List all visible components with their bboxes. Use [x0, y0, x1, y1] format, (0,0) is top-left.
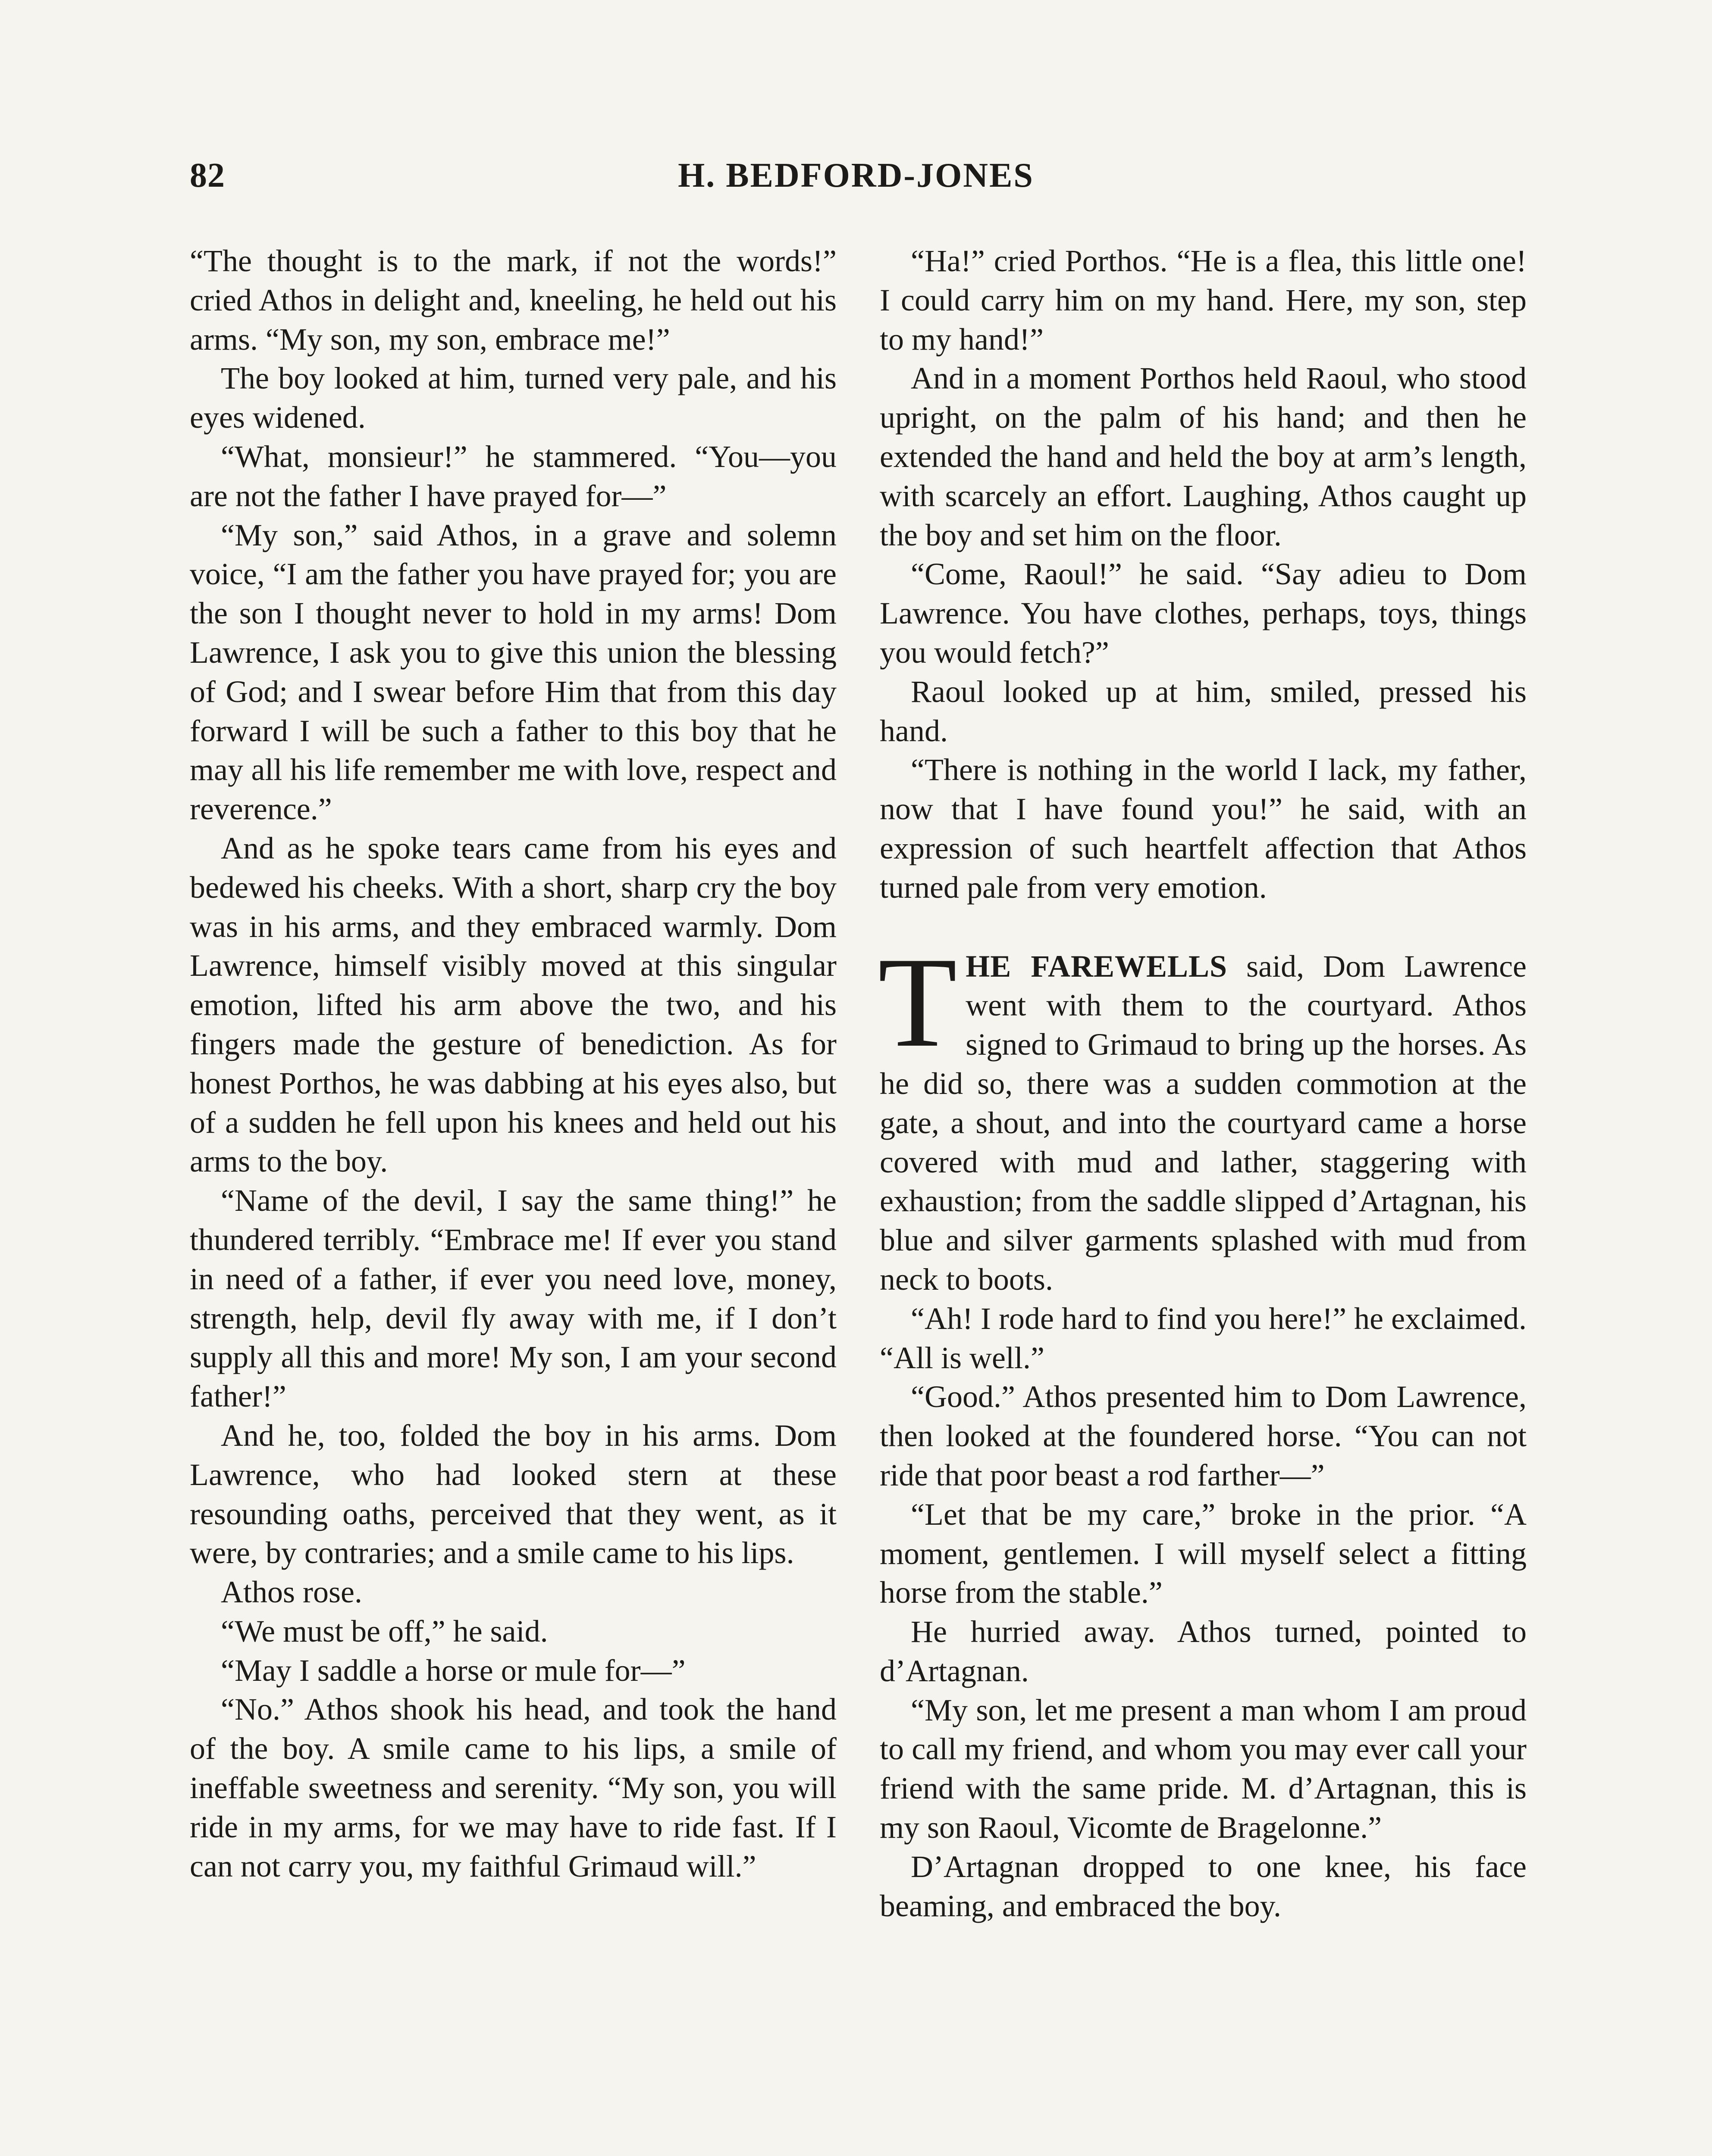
paragraph: “Ha!” cried Porthos. “He is a flea, this little one! I could carry him on my hand. Here, my son, step to my hand!”	[880, 244, 1527, 357]
section-lead-text: said, Dom Lawrence went with them to the courtyard. Athos signed to Grimaud to bring up the horses. As he did so, there was a sudden commotion at the gate, a shout, and into the courtyard came a horse covered with mud and lather, staggering with exhaustion; from the saddle slipped d’Artagnan, his blue and silver garments splashed with mud from neck to boots.	[880, 949, 1527, 1297]
paragraph: “Come, Raoul!” he said. “Say adieu to Dom Lawrence. You have clothes, perhaps, toys, things you would fetch?”	[880, 557, 1527, 670]
section-lead-caps: HE FAREWELLS	[966, 949, 1228, 984]
paragraph: Athos rose.	[221, 1575, 362, 1610]
paragraph: “There is nothing in the world I lack, my father, now that I have found you!” he said, with an expression of such heartfelt affection that Athos turned pale from very emotion.	[880, 752, 1527, 905]
paragraph: “My son, let me present a man whom I am proud to call my friend, and whom you may ever call your friend with the same pride. M. d’Artagnan, this is my son Raoul, Vicomte de Bragelonne.”	[880, 1692, 1527, 1845]
paragraph: He hurried away. Athos turned, pointed to d’Artagnan.	[880, 1614, 1527, 1688]
section-lead-paragraph	[878, 930, 1527, 1299]
page-number: 82	[190, 157, 225, 194]
paragraph: The boy looked at him, turned very pale, and his eyes widened.	[190, 361, 837, 435]
paragraph: D’Artagnan dropped to one knee, his face beaming, and embraced the boy.	[880, 1849, 1527, 1923]
paragraph: And as he spoke tears came from his eyes and bedewed his cheeks. With a short, sharp cry the boy was in his arms, and they embraced warmly. Dom Lawrence, himself visibly moved at this singular emotion, lifted his arm above the two, and his fingers made the gesture of benediction. As for honest Porthos, he was dabbing at his eyes also, but of a sudden he fell upon his knees and held out his arms to the boy.	[190, 830, 837, 1179]
paragraph: “Ah! I rode hard to find you here!” he exclaimed. “All is well.”	[880, 1301, 1527, 1375]
paragraph: And in a moment Porthos held Raoul, who stood upright, on the palm of his hand; and then he extended the hand and held the boy at arm’s length, with scarcely an effort. Laughing, Athos caught up the boy and set him on the floor.	[880, 361, 1527, 552]
paragraph: Raoul looked up at him, smiled, pressed his hand.	[880, 674, 1527, 748]
paragraph: “We must be off,” he said.	[221, 1614, 548, 1648]
right-column	[880, 241, 1527, 1925]
paragraph: “What, monsieur!” he stammered. “You—you are not the father I have prayed for—”	[190, 439, 837, 513]
paragraph: “Let that be my care,” broke in the prior. “A moment, gentlemen. I will myself select a fitting horse from the stable.”	[880, 1497, 1527, 1610]
paragraph: “No.” Athos shook his head, and took the hand of the boy. A smile came to his lips, a smile of ineffable sweetness and serenity. “My son, you will ride in my arms, for we may have to ride fast. If I can not carry you, my faithful Grimaud will.”	[190, 1692, 837, 1883]
paragraph: “The thought is to the mark, if not the words!” cried Athos in delight and, kneeling, he held out his arms. “My son, my son, embrace me!”	[190, 244, 837, 357]
paragraph: “May I saddle a horse or mule for—”	[221, 1653, 686, 1688]
left-column	[190, 241, 837, 1886]
drop-cap: T	[878, 930, 957, 1074]
paragraph: “Name of the devil, I say the same thing!” he thundered terribly. “Embrace me! If ever you stand in need of a father, if ever you need love, money, strength, help, devil fly away with me, if I don’t supply all this and more! My son, I am your second father!”	[190, 1183, 837, 1414]
paragraph: “My son,” said Athos, in a grave and solemn voice, “I am the father you have prayed for; you are the son I thought never to hold in my arms! Dom Lawrence, I ask you to give this union the blessing of God; and I swear before Him that from this day forward I will be such a father to this boy that he may all his life remember me with love, respect and reverence.”	[190, 517, 837, 827]
paragraph: And he, too, folded the boy in his arms. Dom Lawrence, who had looked stern at these resounding oaths, perceived that they went, as it were, by contraries; and a smile came to his lips.	[190, 1418, 837, 1570]
running-head: H. BEDFORD-JONES	[678, 157, 1034, 194]
paragraph: “Good.” Athos presented him to Dom Lawrence, then looked at the foundered horse. “You can not ride that poor beast a rod farther—”	[880, 1379, 1527, 1492]
